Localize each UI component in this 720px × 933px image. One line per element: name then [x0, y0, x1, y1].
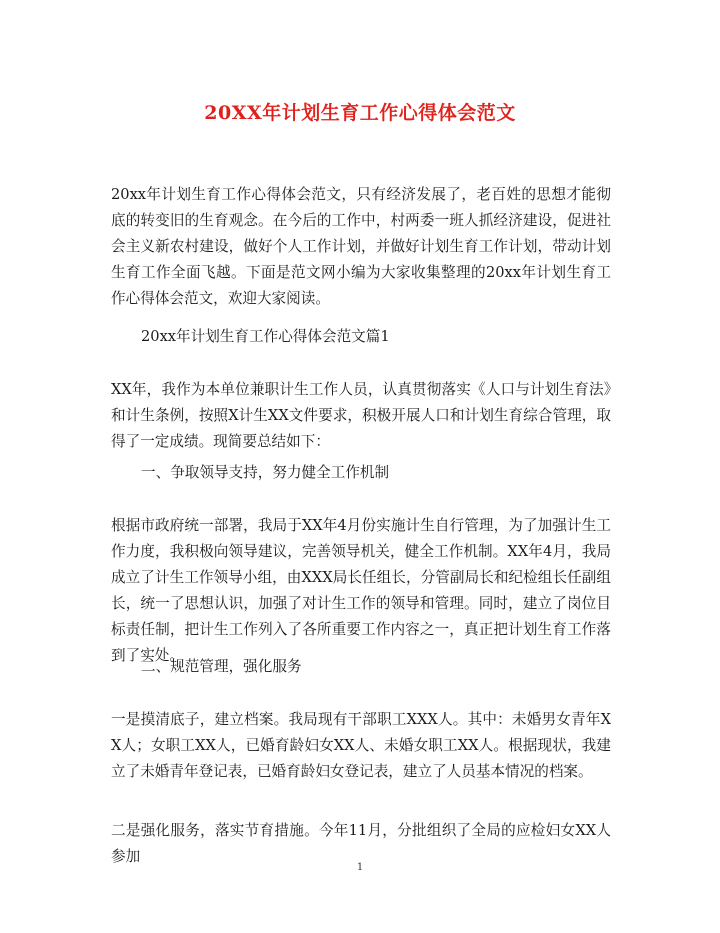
page-number: 1	[356, 862, 364, 873]
section-heading-article-1: 20xx年计划生育工作心得体会范文篇1	[141, 328, 390, 345]
paragraph-intro: 20xx年计划生育工作心得体会范文，只有经济发展了，老百姓的思想才能彻底的转变旧的生育观念。在今后的工作中，村两委一班人抓经济建设，促进社会主义新农村建设，做好个人工作计划，并做好计划生育工作计划，带动计划生育工作全面飞越。下面是范文网小编为大家收集整理的20xx年计划生育工作心得体会范文，欢迎大家阅读。	[111, 186, 611, 307]
section-heading-1: 一、争取领导支持，努力健全工作机制	[141, 464, 390, 481]
paragraph-service: 二是强化服务，落实节育措施。今年11月，分批组织了全局的应检妇女XX人参加	[111, 822, 611, 865]
paragraph-summary: XX年，我作为本单位兼职计生工作人员，认真贯彻落实《人口与计划生育法》和计生条例，按照X计生XX文件要求，积极开展人口和计划生育综合管理，取得了一定成绩。现简要总结如下：	[111, 381, 611, 450]
paragraph-records: 一是摸清底子，建立档案。我局现有干部职工XXX人。其中：未婚男女青年XX人；女职工XX人，已婚育龄妇女XX人、未婚女职工XX人。根据现状，我建立了未婚青年登记表，已婚育龄妇女登记表，建立了人员基本情况的档案。	[111, 711, 611, 780]
document-title: 20XX年计划生育工作心得体会范文	[204, 102, 516, 124]
section-heading-2: 二、规范管理，强化服务	[141, 658, 302, 675]
paragraph-leadership: 根据市政府统一部署，我局于XX年4月份实施计生自行管理，为了加强计生工作力度，我积极向领导建议，完善领导机关，健全工作机制。XX年4月，我局成立了计生工作领导小组，由XXX局长任组长，分管副局长和纪检组长任副组长，统一了思想认识，加强了对计生工作的领导和管理。同时，建立了岗位目标责任制，把计生工作列入了各所重要工作内容之一，真正把计划生育工作落到了实处。	[111, 517, 611, 664]
